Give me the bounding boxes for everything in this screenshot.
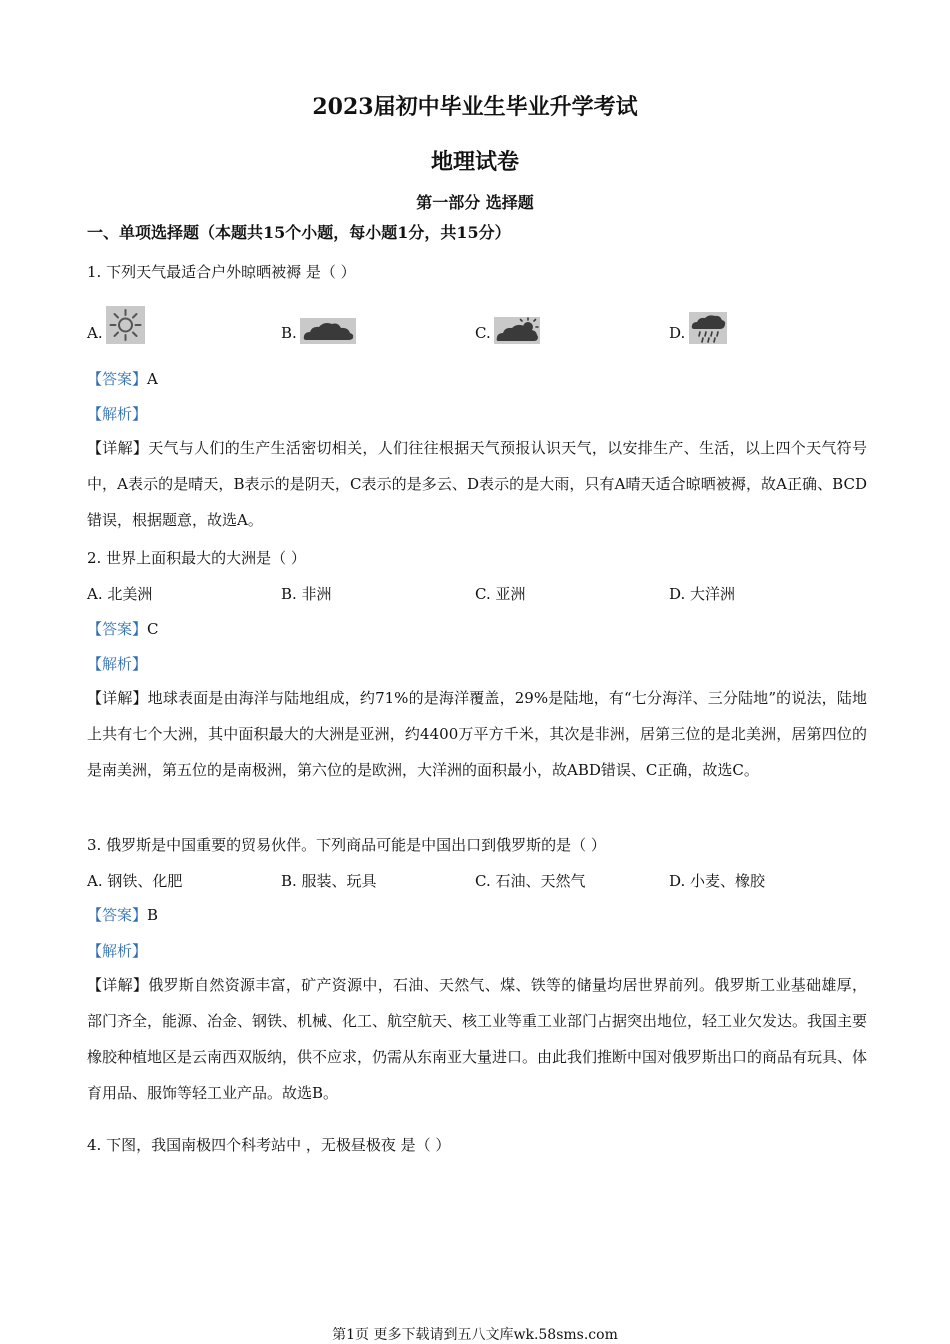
q2-option-d: D. 大洋洲 <box>669 585 736 603</box>
q3-option-c: C. 石油、天然气 <box>475 872 586 890</box>
q2-option-c: C. 亚洲 <box>475 585 526 603</box>
detail-label: 【详解】 <box>87 976 149 994</box>
overcast-icon <box>300 318 356 344</box>
question-1-stem: 1. 下列天气最适合户外晾晒被褥 是（ ） <box>87 263 356 281</box>
detail-text: 天气与人们的生产生活密切相关，人们往往根据天气预报认识天气，以安排生产、生活，以上四个天气符号中，A表示的是晴天，B表示的是阴天，C表示的是多云、D表示的是大雨，只有A晴天适合晾晒被褥，故A正确、BCD错误，根据题意，故选A。 <box>87 439 867 529</box>
question-2-stem: 2. 世界上面积最大的大洲是（ ） <box>87 549 306 567</box>
question-3-stem: 3. 俄罗斯是中国重要的贸易伙伴。下列商品可能是中国出口到俄罗斯的是（ ） <box>87 836 606 854</box>
exam-title: 2023届初中毕业生毕业升学考试 <box>312 94 638 120</box>
q1-analysis-label: 【解析】 <box>87 405 148 423</box>
detail-label: 【详解】 <box>87 439 149 457</box>
q3-option-a: A. 钢铁、化肥 <box>87 872 183 890</box>
question-4-stem: 4. 下图，我国南极四个科考站中 ，无极昼极夜 是（ ） <box>87 1136 451 1154</box>
answer-label: 【答案】 <box>87 620 148 638</box>
q2-option-b: B. 非洲 <box>281 585 332 603</box>
answer-label: 【答案】 <box>87 906 148 924</box>
q1-option-d-label: D. <box>669 324 686 342</box>
detail-text: 俄罗斯自然资源丰富，矿产资源中，石油、天然气、煤、铁等的储量均居世界前列。俄罗斯工业基础雄厚，部门齐全，能源、冶金、钢铁、机械、化工、航空航天、核工业等重工业部门占据突出地位，轻工业欠发达。我国主要橡胶种植地区是云南西双版纳，供不应求，仍需从东南亚大量进口。由此我们推断中国对俄罗斯出口的商品有玩具、体育用品、服饰等轻工业产品。故选B。 <box>87 976 868 1102</box>
detail-text: 地球表面是由海洋与陆地组成，约71%的是海洋覆盖，29%是陆地，有“七分海洋、三分陆地”的说法，陆地上共有七个大洲，其中面积最大的大洲是亚洲，约4400万平方千米，其次是非洲，居第三位的是北美洲，居第四位的是南美洲，第五位的是南极洲，第六位的是欧洲，大洋洲的面积最小，故ABD错误、C正确，故选C。 <box>87 689 867 779</box>
partly-cloudy-icon <box>494 317 540 344</box>
subject-title: 地理试卷 <box>430 149 519 175</box>
q2-analysis-label: 【解析】 <box>87 655 148 673</box>
q1-option-a-label: A. <box>87 324 103 342</box>
q2-detail <box>87 680 867 788</box>
answer-value: C <box>147 620 159 638</box>
q3-detail <box>87 967 867 1111</box>
q3-analysis-label: 【解析】 <box>87 942 148 960</box>
q1-option-b-label: B. <box>281 324 297 342</box>
detail-label: 【详解】 <box>87 689 148 707</box>
answer-label: 【答案】 <box>87 370 148 388</box>
q2-option-a: A. 北美洲 <box>87 585 153 603</box>
answer-value: A <box>147 370 158 388</box>
q3-option-b: B. 服装、玩具 <box>281 872 377 890</box>
q1-answer <box>87 369 158 389</box>
part-title: 第一部分 选择题 <box>416 193 534 212</box>
heavy-rain-icon <box>689 312 727 344</box>
page-footer: 第1页 更多下载请到五八文库wk.58sms.com <box>332 1327 618 1343</box>
section-title: 一、单项选择题（本题共15个小题，每小题1分，共15分） <box>87 223 511 242</box>
q3-answer <box>87 905 158 925</box>
q3-option-d: D. 小麦、橡胶 <box>669 872 766 890</box>
q1-detail <box>87 430 867 538</box>
q1-option-c-label: C. <box>475 324 491 342</box>
answer-value: B <box>147 906 159 924</box>
sunny-icon <box>106 306 145 344</box>
q2-answer <box>87 619 159 639</box>
